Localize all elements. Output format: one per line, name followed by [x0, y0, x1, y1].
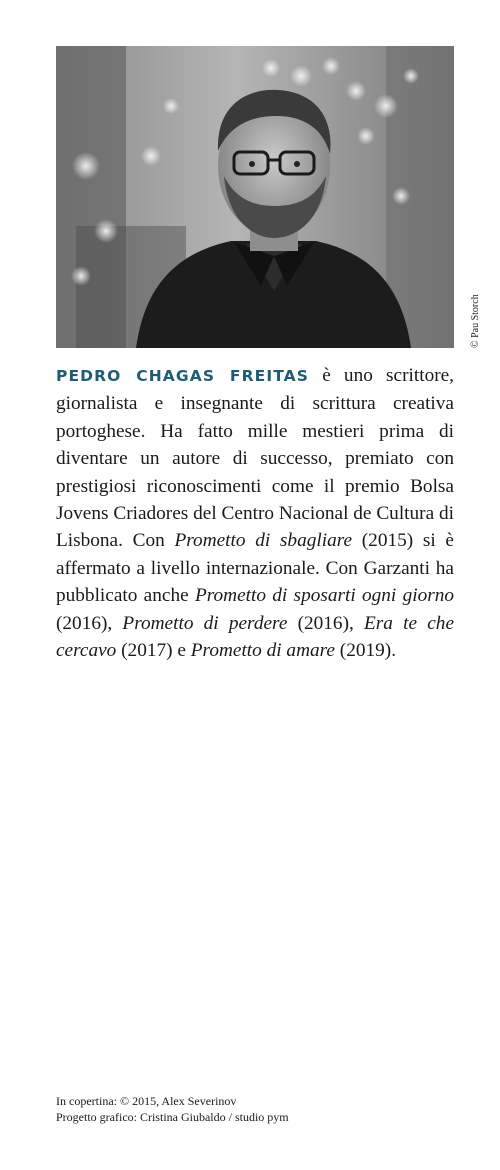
bio-text: (2016), — [287, 612, 365, 634]
book-title: Prometto di perdere — [122, 612, 288, 634]
author-bio — [56, 362, 454, 664]
bio-text: (2019). — [334, 640, 397, 662]
book-title: Prometto di amare — [190, 640, 335, 662]
book-title: Era te che cercavo — [56, 612, 454, 662]
author-name: PEDRO CHAGAS FREITAS — [56, 367, 310, 385]
cover-credit: In copertina: © 2015, Alex Severinov — [56, 1094, 237, 1108]
bio-text: (2017) e — [116, 640, 191, 662]
photo-credit: © Pau Storch — [470, 294, 481, 348]
book-title: Prometto di sbagliare — [174, 530, 353, 552]
bio-text: è uno scrittore, giornalista e insegnante di scrittura creativa portoghese. Ha fatto mille mestieri prima di diventare un autore di successo, premiato con prestigiosi riconoscimenti come il premio Bolsa Jovens Criadores del Centro Nacional de Cultura di Lisbona. Con — [56, 365, 455, 552]
book-title: Prometto di sposarti ogni giorno — [194, 585, 454, 607]
design-credit: Progetto grafico: Cristina Giubaldo / studio pym — [56, 1110, 289, 1124]
author-photo — [56, 46, 454, 348]
bio-text: (2016), — [56, 612, 123, 634]
author-portrait-photo-icon — [56, 46, 454, 348]
bio-text: (2015) si è affermato a livello internazionale. Con Garzanti ha pubblicato anche — [56, 530, 454, 607]
credits-footer — [56, 1093, 289, 1125]
